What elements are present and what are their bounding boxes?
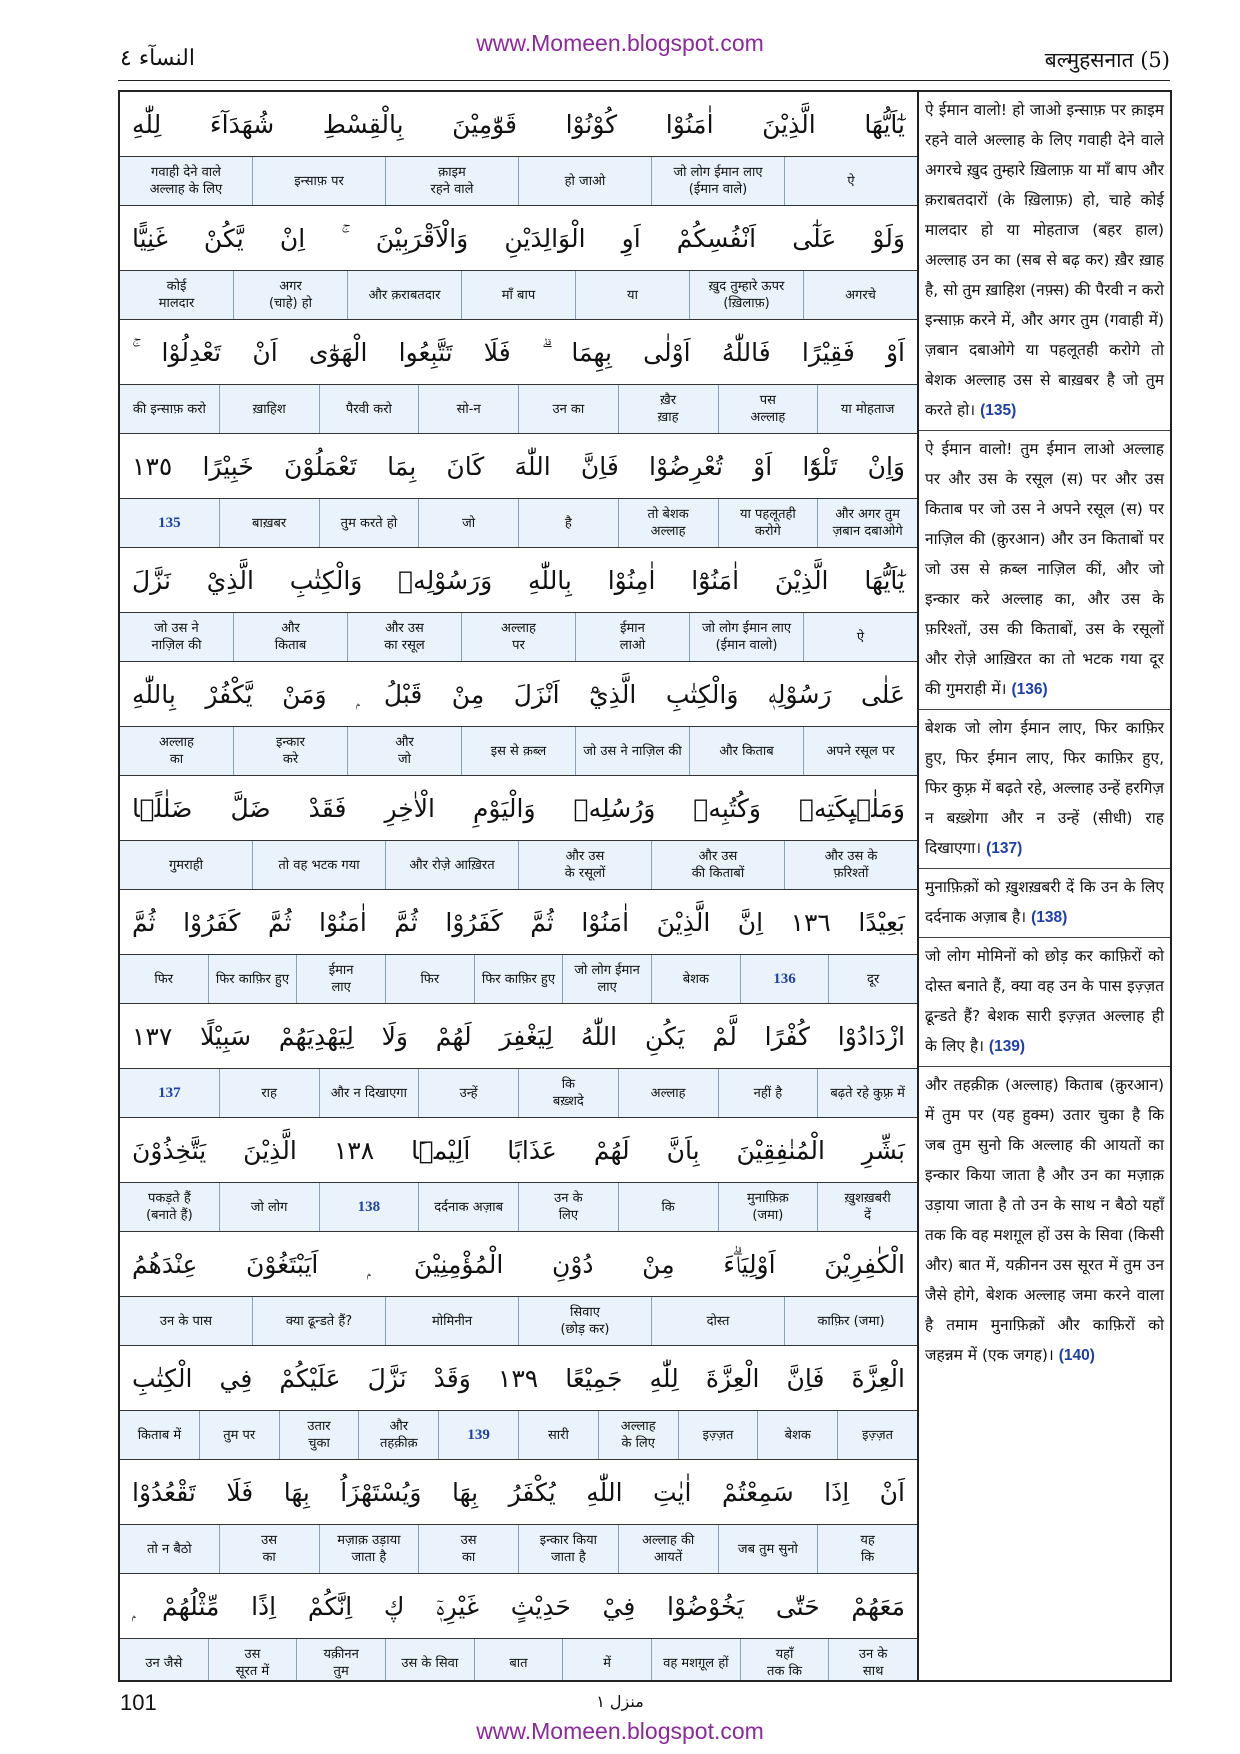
surah-name: النسآء ٤ xyxy=(120,46,195,71)
word-cell: क़ाइम रहने वाले xyxy=(385,157,518,205)
word-cell: उन के लिए xyxy=(518,1183,618,1231)
word-translation-row xyxy=(120,955,917,1004)
word-cell: जो उस ने नाज़िल की xyxy=(575,727,689,775)
word-cell: पस अल्लाह xyxy=(718,385,818,433)
word-cell: और उस का रसूल xyxy=(347,613,461,661)
word-cell: किताब में xyxy=(137,1427,182,1443)
page-number: 101 xyxy=(120,1690,157,1715)
word-cell: मज़ाक़ उड़ाया जाता है xyxy=(319,1525,419,1573)
translation-paragraph xyxy=(919,92,1170,431)
word-cell: उन्हें xyxy=(418,1069,518,1117)
word-cell: उन के साथ xyxy=(828,1639,917,1682)
translation-text: और तहक़ीक़ (अल्लाह) किताब (क़ुरआन) में तुम पर (यह हुक्म) उतार चुका है कि जब तुम सुनो कि अल्लाह की आयतों का इन्कार किया जाता है और उन का मज़ाक़ उड़ाया जाता है तो उन के साथ न बैठो यहाँ तक कि वह मशग़ूल हों उस के सिवा (किसी और) बात में, यक़ीनन उस सूरत में तुम उन जैसे होगे, बेशक अल्लाह जमा करने वाला है तमाम मुनाफ़िक़ों और काफ़िरों को जहन्नम में (एक जगह)। xyxy=(925,1076,1164,1364)
header-url[interactable]: www.Momeen.blogspot.com xyxy=(476,30,764,56)
verse-number: (138) xyxy=(1031,909,1068,926)
arabic-line: وَلَوْ عَلٰٓى اَنْفُسِكُمْ اَوِ الْوَالِدَيْنِ وَالْاَقْرَبِيْنَ ۚ اِنْ يَّكُنْ غَنِيًّا xyxy=(120,206,917,271)
word-cell: बात xyxy=(474,1639,563,1682)
word-cell: और क़राबतदार xyxy=(347,271,461,319)
word-cell: बेशक xyxy=(651,955,740,1003)
arabic-line: بَعِيْدًا ١٣٦ اِنَّ الَّذِيْنَ اٰمَنُوْا ثُمَّ كَفَرُوْا ثُمَّ اٰمَنُوْا ثُمَّ كَفَرُوْا ثُمَّ xyxy=(120,890,917,955)
word-cell: की इन्साफ़ करो xyxy=(132,401,206,417)
word-cell: ऐ xyxy=(803,613,917,661)
word-cell: या xyxy=(575,271,689,319)
word-cell: फिर xyxy=(154,971,174,987)
word-cell: और उस के फ़रिश्तों xyxy=(784,841,917,889)
word-cell: ऐ xyxy=(784,157,917,205)
word-cell: अपने रसूल पर xyxy=(803,727,917,775)
word-cell: जो लोग ईमान लाए xyxy=(562,955,651,1003)
translation-paragraph xyxy=(919,1067,1170,1375)
word-translation-row xyxy=(120,1297,917,1346)
word-cell: अल्लाह xyxy=(618,1069,718,1117)
word-cell: में xyxy=(562,1639,651,1682)
word-cell: मुनाफ़िक़ (जमा) xyxy=(718,1183,818,1231)
word-cell: उस सूरत में xyxy=(208,1639,297,1682)
word-cell: पैरवी करो xyxy=(319,385,419,433)
word-cell: दर्दनाक अज़ाब xyxy=(418,1183,518,1231)
word-cell: अल्लाह का xyxy=(159,735,194,767)
word-translation-row xyxy=(120,727,917,776)
arabic-line: اَنْ اِذَا سَمِعْتُمْ اٰيٰتِ اللّٰهِ يُكْفَرُ بِهَا وَيُسْتَهْزَاُ بِهَا فَلَا تَقْعُدُوْا xyxy=(120,1460,917,1525)
header-rule xyxy=(118,80,1170,81)
translation-paragraph xyxy=(919,431,1170,710)
word-translation-row xyxy=(120,1525,917,1574)
word-translation-row xyxy=(120,157,917,206)
word-cell: और तहक़ीक़ xyxy=(358,1411,438,1459)
word-cell: ईमान लाए xyxy=(296,955,385,1003)
word-cell: पकड़ते हैं (बनाते हैं) xyxy=(146,1191,193,1223)
translation-text: बेशक जो लोग ईमान लाए, फिर काफ़िर हुए, फिर ईमान लाए, फिर काफ़िर हुए, फिर कुफ़्र में बढ़ते रहे, अल्लाह उन्हें हरगिज़ न बख़्शेगा और न उन्हें (सीधी) राह दिखाएगा। xyxy=(925,719,1164,857)
word-translation-row xyxy=(120,271,917,320)
word-cell: उस का xyxy=(418,1525,518,1573)
word-translation-row xyxy=(120,1411,917,1460)
word-cell: मोमिनीन xyxy=(385,1297,518,1345)
word-cell: जब तुम सुनो xyxy=(718,1525,818,1573)
word-cell: कोई मालदार xyxy=(158,279,195,311)
verse-number-cell: 137 xyxy=(158,1084,181,1101)
word-cell: या पहलूतही करोगे xyxy=(718,499,818,547)
word-cell: और उस के रसूलों xyxy=(518,841,651,889)
word-cell: ईमान लाओ xyxy=(575,613,689,661)
translation-paragraph xyxy=(919,869,1170,938)
word-cell: और न दिखाएगा xyxy=(319,1069,419,1117)
verse-number: (135) xyxy=(980,402,1017,419)
verse-number-cell: 138 xyxy=(319,1183,419,1231)
word-cell: ख़ैर ख़ाह xyxy=(618,385,718,433)
arabic-line: ازْدَادُوْا كُفْرًا لَّمْ يَكُنِ اللّٰهُ لِيَغْفِرَ لَهُمْ وَلَا لِيَهْدِيَهُمْ سَبِيْلًا ١٣٧ xyxy=(120,1004,917,1069)
arabic-line: الْعِزَّةَ فَاِنَّ الْعِزَّةَ لِلّٰهِ جَمِيْعًا ١٣٩ وَقَدْ نَزَّلَ عَلَيْكُمْ فِي الْكِتٰبِ xyxy=(120,1346,917,1411)
word-translation-row xyxy=(120,1069,917,1118)
word-cell: और किताब xyxy=(689,727,803,775)
word-cell: यक़ीनन तुम xyxy=(296,1639,385,1682)
word-cell: वह मशग़ूल हों xyxy=(651,1639,740,1682)
word-cell: इज़्ज़त xyxy=(678,1411,758,1459)
word-cell: उस का xyxy=(219,1525,319,1573)
translation-column xyxy=(919,90,1172,1682)
word-translation-row xyxy=(120,385,917,434)
word-cell: है xyxy=(518,499,618,547)
word-cell: इन्कार किया जाता है xyxy=(518,1525,618,1573)
interlinear-table xyxy=(118,90,919,1682)
word-cell: फिर काफ़िर हुए xyxy=(474,955,563,1003)
word-cell: फिर xyxy=(385,955,474,1003)
arabic-line: الْكٰفِرِيْنَ اَوْلِيَاۗءَ مِنْ دُوْنِ الْمُؤْمِنِيْنَ ۭ اَيَبْتَغُوْنَ عِنْدَھُمُ xyxy=(120,1232,917,1297)
word-cell: और किताब xyxy=(233,613,347,661)
word-translation-row xyxy=(120,499,917,548)
arabic-line: بَشِّرِ الْمُنٰفِقِيْنَ بِاَنَّ لَهُمْ عَذَابًا اَلِيْمَۨا ١٣٨ الَّذِيْنَ يَتَّخِذُوْنَ xyxy=(120,1118,917,1183)
word-cell: सो-न xyxy=(418,385,518,433)
word-cell: उन जैसे xyxy=(145,1655,183,1671)
word-cell: उन का xyxy=(518,385,618,433)
word-cell: जो उस ने नाज़िल की xyxy=(151,621,202,653)
word-cell: तुम पर xyxy=(199,1411,279,1459)
word-cell: तुम करते हो xyxy=(319,499,419,547)
book-title: बल्मुहसनात (5) xyxy=(1044,48,1170,72)
word-cell: अल्लाह के लिए xyxy=(598,1411,678,1459)
word-cell: तो न बैठो xyxy=(147,1541,192,1557)
translation-paragraph xyxy=(919,710,1170,869)
word-translation-row xyxy=(120,1183,917,1232)
verse-number: (139) xyxy=(988,1038,1026,1055)
word-cell: उतार चुका xyxy=(279,1411,359,1459)
word-cell: और रोज़े आख़िरत xyxy=(385,841,518,889)
word-translation-row xyxy=(120,1639,917,1682)
word-cell: जो लोग ईमान लाए (ईमान वालो) xyxy=(689,613,803,661)
translation-text: मुनाफ़िक़ों को ख़ुशख़बरी दें कि उन के लिए दर्दनाक अज़ाब है। xyxy=(925,878,1164,926)
arabic-line: يٰٓاَيُّهَا الَّذِيْنَ اٰمَنُوْا كُوْنُوْا قَوّٰمِيْنَ بِالْقِسْطِ شُهَدَآءَ لِلّٰهِ xyxy=(120,92,917,157)
arabic-line: يٰٓاَيُّهَا الَّذِيْنَ اٰمَنُوْٓا اٰمِنُوْا بِاللّٰهِ وَرَسُوْلِهٖ وَالْكِتٰبِ الَّذِيْ نَزَّلَ xyxy=(120,548,917,613)
word-cell: इन्कार करे xyxy=(233,727,347,775)
word-cell: और जो xyxy=(347,727,461,775)
word-cell: कि बख़्शदे xyxy=(518,1069,618,1117)
word-cell: अल्लाह की आयतें xyxy=(618,1525,718,1573)
footer-url[interactable]: www.Momeen.blogspot.com xyxy=(476,1718,764,1744)
verse-number-cell: 139 xyxy=(438,1411,518,1459)
word-cell: क्या ढून्डते हैं? xyxy=(252,1297,385,1345)
word-cell: काफ़िर (जमा) xyxy=(784,1297,917,1345)
word-cell: इन्साफ़ पर xyxy=(252,157,385,205)
word-cell: अगर (चाहे) हो xyxy=(233,271,347,319)
arabic-line: مَعَهُمْ حَتّٰى يَخُوْضُوْا فِيْ حَدِيْثٍ غَيْرِهٖٓ ڮ اِنَّكُمْ اِذًا مِّثْلُهُمْ ۭ xyxy=(120,1574,917,1639)
arabic-line: اَوْ فَقِيْرًا فَاللّٰهُ اَوْلٰى بِهِمَا ۗ فَلَا تَتَّبِعُوا الْهَوٰٓى اَنْ تَعْدِلُوْا ۚ xyxy=(120,320,917,385)
word-cell: और उस की किताबों xyxy=(651,841,784,889)
word-cell: सारी xyxy=(518,1411,598,1459)
word-cell: गवाही देने वाले अल्लाह के लिए xyxy=(149,165,223,197)
arabic-line: عَلٰى رَسُوْلِهٖ وَالْكِتٰبِ الَّذِيْٓ اَنْزَلَ مِنْ قَبْلُ ۭ وَمَنْ يَّكْفُرْ بِاللّٰهِ xyxy=(120,662,917,727)
word-cell: ख़ुद तुम्हारे ऊपर (ख़िलाफ़) xyxy=(689,271,803,319)
manzil-label: منزل ۱ xyxy=(596,1692,644,1711)
word-cell: ख़ुशख़बरी दें xyxy=(817,1183,917,1231)
word-cell: कि xyxy=(618,1183,718,1231)
word-cell: बढ़ते रहे कुफ़्र में xyxy=(817,1069,917,1117)
word-cell: उस के सिवा xyxy=(385,1639,474,1682)
word-cell: तो वह भटक गया xyxy=(252,841,385,889)
word-translation-row xyxy=(120,613,917,662)
word-cell: जो लोग xyxy=(219,1183,319,1231)
verse-number: (136) xyxy=(1011,681,1048,698)
word-cell: बेशक xyxy=(757,1411,837,1459)
word-cell: जो xyxy=(418,499,518,547)
translation-text: जो लोग मोमिनों को छोड़ कर काफ़िरों को दोस्त बनाते हैं, क्या वह उन के पास इज़्ज़त ढून्डते हैं? बेशक सारी इज़्ज़त अल्लाह ही के लिए है। xyxy=(925,947,1164,1055)
word-cell: अल्लाह पर xyxy=(461,613,575,661)
arabic-line: وَاِنْ تَلْوٗٓا اَوْ تُعْرِضُوْا فَاِنَّ اللّٰهَ كَانَ بِمَا تَعْمَلُوْنَ خَبِيْرًا ١٣٥ xyxy=(120,434,917,499)
verse-number: (137) xyxy=(986,840,1023,857)
arabic-line: وَمَلٰۗىِٕكَتِهٖ وَكُتُبِهٖ وَرُسُلِهٖ وَالْيَوْمِ الْاٰخِرِ فَقَدْ ضَلَّ ضَلٰلًۢا xyxy=(120,776,917,841)
translation-text: ऐ ईमान वालो! हो जाओ इन्साफ़ पर क़ाइम रहने वाले अल्लाह के लिए गवाही देने वाले अगरचे ख़ुद तुम्हारे ख़िलाफ़ या माँ बाप और क़राबतदारों (के ख़िलाफ़) हो, चाहे कोई मालदार हो या मोहताज (बहर हाल) अल्लाह उन का (सब से बढ़ कर) ख़ैर ख़ाह है, सो तुम ख़ाहिश (नफ़्स) की पैरवी न करो इन्साफ़ करने में, और अगर तुम (गवाही में) ज़बान दबाओगे या पहलूतही करोगे तो बेशक अल्लाह उस से बाख़बर है जो तुम करते हो। xyxy=(925,101,1164,419)
word-cell: सिवाए (छोड़ कर) xyxy=(518,1297,651,1345)
word-cell: और अगर तुम ज़बान दबाओगे xyxy=(817,499,917,547)
translation-text: ऐ ईमान वालो! तुम ईमान लाओ अल्लाह पर और उस के रसूल (स) पर और उस किताब पर जो उस ने अपने रसूल (स) पर नाज़िल की (क़ुरआन) और उन किताबों पर जो उस से क़ब्ल नाज़िल कीं, और जो इन्कार करे अल्लाह का, और उस के फ़रिश्तों, उस की किताबों, उस के रसूलों और रोज़े आख़िरत का तो भटक गया दूर की गुमराही में। xyxy=(925,440,1164,698)
word-cell: या मोहताज xyxy=(817,385,917,433)
word-cell: यहाँ तक कि xyxy=(740,1639,829,1682)
word-cell: माँ बाप xyxy=(461,271,575,319)
word-cell: बाख़बर xyxy=(219,499,319,547)
word-cell: तो बेशक अल्लाह xyxy=(618,499,718,547)
word-cell: दोस्त xyxy=(651,1297,784,1345)
word-cell: जो लोग ईमान लाए (ईमान वाले) xyxy=(651,157,784,205)
word-cell: राह xyxy=(219,1069,319,1117)
word-cell: फिर काफ़िर हुए xyxy=(208,955,297,1003)
verse-number: (140) xyxy=(1058,1347,1095,1364)
word-cell: ख़ाहिश xyxy=(219,385,319,433)
translation-paragraph xyxy=(919,938,1170,1067)
word-cell: दूर xyxy=(828,955,917,1003)
verse-number-cell: 136 xyxy=(740,955,829,1003)
word-cell: अगरचे xyxy=(803,271,917,319)
word-cell: यह कि xyxy=(817,1525,917,1573)
word-translation-row xyxy=(120,841,917,890)
verse-number-cell: 135 xyxy=(158,514,181,531)
word-cell: इस से क़ब्ल xyxy=(461,727,575,775)
word-cell: नहीं है xyxy=(718,1069,818,1117)
word-cell: उन के पास xyxy=(159,1313,213,1329)
word-cell: गुमराही xyxy=(168,857,204,873)
word-cell: इज़्ज़त xyxy=(837,1411,917,1459)
word-cell: हो जाओ xyxy=(518,157,651,205)
